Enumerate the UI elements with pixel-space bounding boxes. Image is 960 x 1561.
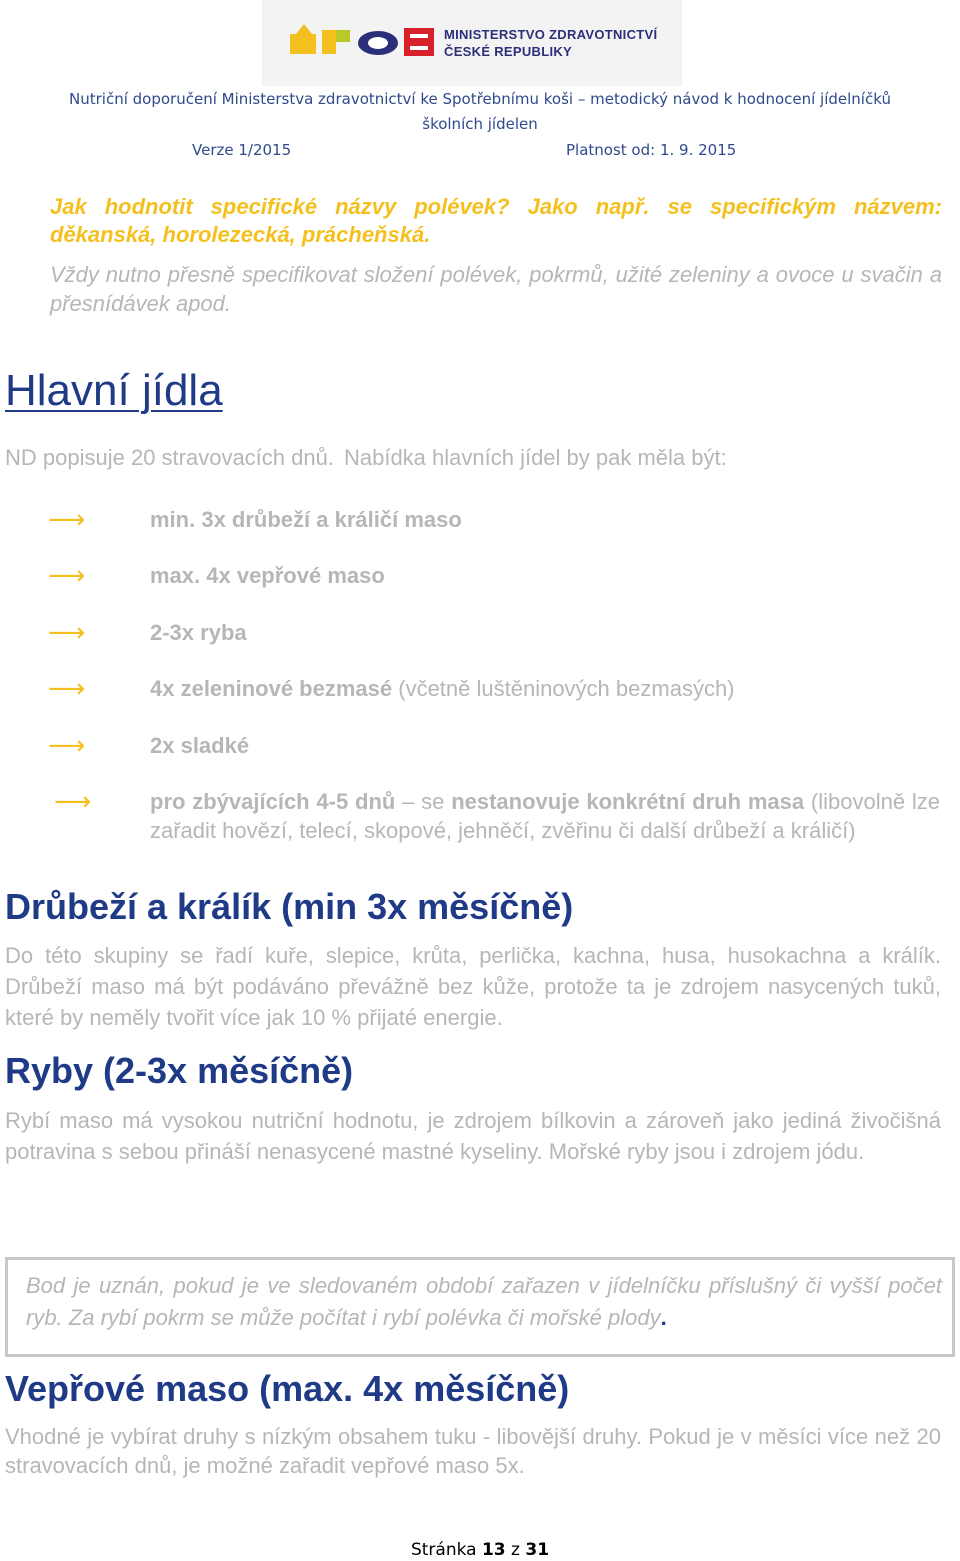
list-item-label: 2-3x ryba	[150, 620, 247, 645]
poultry-text: Do této skupiny se řadí kuře, slepice, krůta, perlička, kachna, husa, husokachna a králík. Drůbeží maso má být podáváno převážně bez kůže, protože ta je zdrojem nasycených tuků, které by neměly tvořit více jak 10 % přijaté energie.	[5, 943, 941, 1030]
document-title-line-2: školních jídelen	[422, 115, 538, 133]
logo-line-2: ČESKÉ REPUBLIKY	[444, 44, 573, 59]
logo-line-1: MINISTERSTVO ZDRAVOTNICTVÍ	[444, 27, 658, 42]
footer-prefix: Stránka	[410, 1540, 482, 1560]
arrow-icon: ⟶	[48, 731, 86, 761]
document-version: Verze 1/2015	[192, 141, 292, 159]
intro-part-b: Nabídka hlavních jídel by pak měla být:	[343, 445, 727, 470]
current-page-number: 13	[481, 1540, 506, 1560]
arrow-icon: ⟶	[48, 674, 86, 704]
page-footer	[0, 1540, 960, 1560]
arrow-icon: ⟶	[48, 618, 86, 648]
pork-text: Vhodné je vybírat druhy s nízkým obsahem tuku - libovější druhy. Pokud je v měsíci více než 20 stravovacích dnů, je možné zařadit vepřové maso 5x.	[5, 1424, 941, 1478]
list-item-label: max. 4x vepřové maso	[150, 563, 385, 588]
main-dishes-intro	[5, 445, 727, 471]
pork-heading: Vepřové maso (max. 4x měsíčně)	[5, 1368, 570, 1409]
list-item-detail: (včetně luštěninových bezmasých)	[392, 676, 735, 701]
total-page-count: 31	[525, 1540, 550, 1560]
ministry-logo-icon	[290, 22, 440, 62]
arrow-icon: ⟶	[48, 561, 86, 591]
document-title-line-1: Nutriční doporučení Ministerstva zdravotnictví ke Spotřebnímu koši – metodický návod k hodnocení jídelníčků	[69, 90, 891, 108]
list-item-detail: (libovolně lze zařadit hovězí, telecí, skopové, jehněčí, zvěřinu či další drůbeží a králičí)	[150, 789, 940, 843]
soup-question: Jak hodnotit specifické názvy polévek? Jako např. se specifickým názvem: děkanská, horolezecká, prácheňská.	[50, 194, 942, 247]
arrow-icon: ⟶	[54, 787, 92, 817]
fish-text: Rybí maso má vysokou nutriční hodnotu, je zdrojem bílkovin a zároveň jako jediná živočišná potravina s sebou přináší nenasycené mastné kyseliny. Mořské ryby jsou i zdrojem jódu.	[5, 1108, 941, 1164]
list-item-label: min. 3x drůbeží a králičí maso	[150, 507, 462, 532]
ministry-logo	[262, 0, 682, 86]
list-item-emphasis: nestanovuje konkrétní druh masa	[451, 789, 805, 814]
main-dishes-heading: Hlavní jídla	[5, 366, 223, 415]
document-valid-from: Platnost od: 1. 9. 2015	[566, 141, 737, 159]
list-item-connector: – se	[395, 789, 452, 814]
list-item-label: pro zbývajících 4-5 dnů	[150, 789, 396, 814]
fish-criteria-end: .	[660, 1305, 667, 1330]
intro-part-a: ND popisuje 20 stravovacích dnů.	[5, 445, 334, 470]
fish-criteria-sentence: Bod je uznán, pokud je ve sledovaném období zařazen v jídelníčku příslušný či vyšší počet ryb. Za rybí pokrm se může počítat i rybí polévka či mořské plody	[26, 1273, 942, 1330]
fish-criteria-text	[26, 1270, 942, 1334]
fish-criteria-box	[5, 1257, 955, 1357]
footer-of: z	[505, 1540, 526, 1560]
list-item-label: 4x zeleninové bezmasé	[150, 676, 393, 701]
arrow-icon: ⟶	[48, 505, 86, 535]
soup-note: Vždy nutno přesně specifikovat složení polévek, pokrmů, užité zeleniny a ovoce u svačin a přesnídávek apod.	[50, 262, 942, 316]
poultry-heading: Drůbeží a králík (min 3x měsíčně)	[5, 886, 574, 927]
list-item-label: 2x sladké	[150, 733, 250, 758]
fish-heading: Ryby (2-3x měsíčně)	[5, 1050, 354, 1091]
ministry-logo-text	[444, 26, 657, 60]
